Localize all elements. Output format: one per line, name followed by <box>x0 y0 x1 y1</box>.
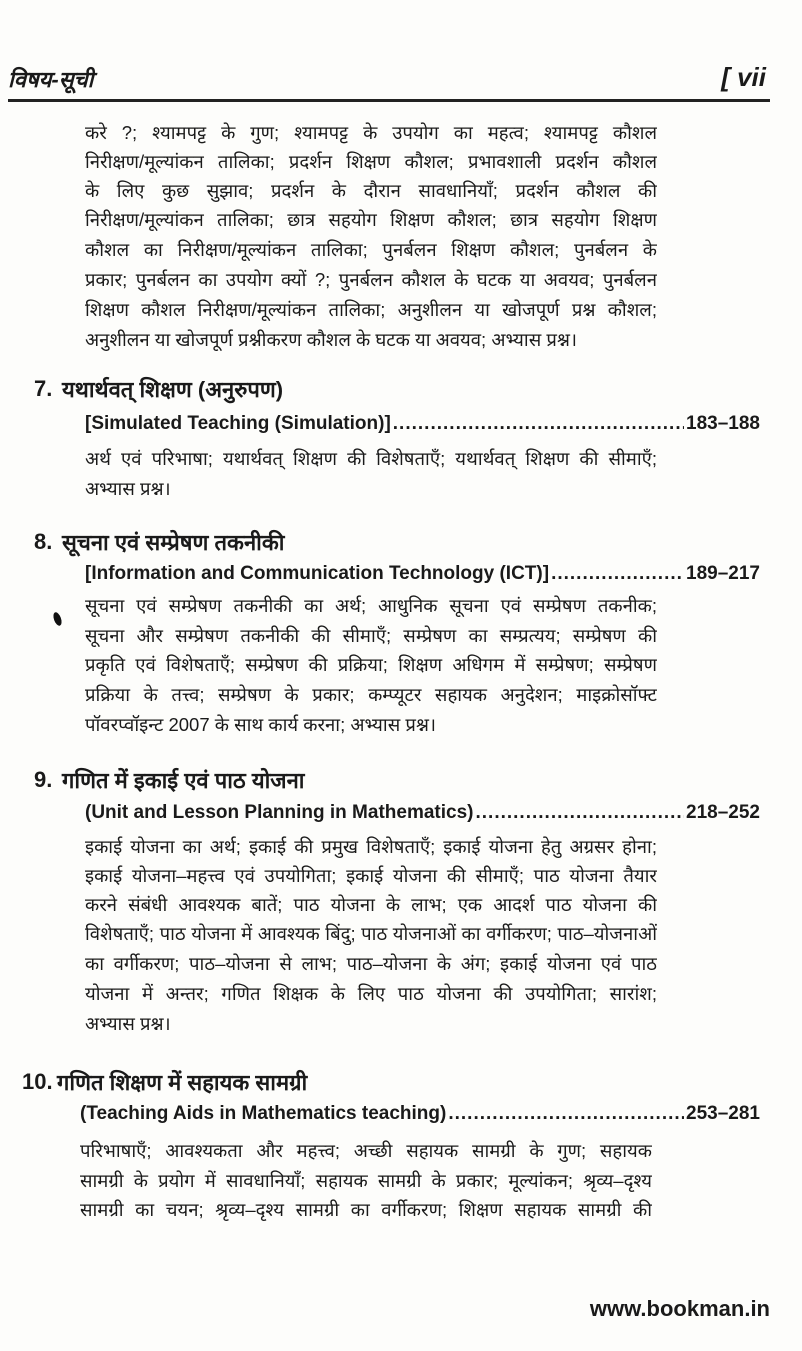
description-line: अर्थ एवं परिभाषा; यथार्थवत् शिक्षण की विशेषताएँ; यथार्थवत् शिक्षण की सीमाएँ; <box>85 448 657 469</box>
dot-leader <box>551 563 684 585</box>
description-line: प्रकार; पुनर्बलन का उपयोग क्यों ?; पुनर्बलन कौशल के घटक या अवयव; पुनर्बलन <box>85 269 657 290</box>
chapter-title-hindi: गणित शिक्षण में सहायक सामग्री <box>57 1070 308 1095</box>
description-line: प्रकृति एवं विशेषताएँ; सम्प्रेषण की प्रक्रिया; शिक्षण अधिगम में सम्प्रेषण; सम्प्रेषण <box>85 654 657 675</box>
header-rule <box>8 99 770 102</box>
description-line: निरीक्षण/मूल्यांकन तालिका; प्रदर्शन शिक्षण कौशल; प्रभावशाली प्रदर्शन कौशल <box>85 151 657 172</box>
page-number: [ vii <box>721 62 766 92</box>
chapter-title-hindi: सूचना एवं सम्प्रेषण तकनीकी <box>62 530 285 555</box>
description-line: विशेषताएँ; पाठ योजना में आवश्यक बिंदु; पाठ योजनाओं का वर्गीकरण; पाठ–योजनाओं <box>85 923 657 944</box>
description-line: इकाई योजना–महत्त्व एवं उपयोगिता; इकाई योजना की सीमाएँ; पाठ योजना तैयार <box>85 865 657 886</box>
chapter-number: 10. <box>22 1069 53 1094</box>
chapter-entry <box>85 413 760 435</box>
chapter-title-english: (Unit and Lesson Planning in Mathematics) <box>85 802 474 823</box>
chapter-entry <box>80 1103 760 1125</box>
description-line: करने संबंधी आवश्यक बातें; पाठ योजना के लाभ; एक आदर्श पाठ योजना की <box>85 894 657 915</box>
description-line: सामग्री के प्रयोग में सावधानियाँ; सहायक सामग्री के प्रकार; मूल्यांकन; श्रृव्य–दृश्य <box>80 1170 652 1191</box>
description-line: सूचना एवं सम्प्रेषण तकनीकी का अर्थ; आधुनिक सूचना एवं सम्प्रेषण तकनीक; <box>85 595 657 616</box>
description-line: अभ्यास प्रश्न। <box>85 1013 171 1034</box>
page-range: 189–217 <box>686 563 760 584</box>
chapter-title-english: [Simulated Teaching (Simulation)] <box>85 413 391 434</box>
description-line: के लिए कुछ सुझाव; प्रदर्शन के दौरान सावधानियाँ; प्रदर्शन कौशल की <box>85 180 657 201</box>
chapter-title-english: (Teaching Aids in Mathematics teaching) <box>80 1103 447 1124</box>
chapter-title-hindi: गणित में इकाई एवं पाठ योजना <box>62 768 305 793</box>
chapter-entry <box>85 802 760 824</box>
description-line: का वर्गीकरण; पाठ–योजना से लाभ; पाठ–योजना के अंग; इकाई योजना एवं पाठ <box>85 953 657 974</box>
description-line: इकाई योजना का अर्थ; इकाई की प्रमुख विशेषताएँ; इकाई योजना हेतु अग्रसर होना; <box>85 836 657 857</box>
page-range: 218–252 <box>686 802 760 823</box>
description-line: योजना में अन्तर; गणित शिक्षक के लिए पाठ योजना की उपयोगिता; सारांश; <box>85 983 657 1004</box>
page-range: 253–281 <box>686 1103 760 1124</box>
dot-leader <box>475 802 684 824</box>
description-line: अनुशीलन या खोजपूर्ण प्रश्नीकरण कौशल के घटक या अवयव; अभ्यास प्रश्न। <box>85 329 577 350</box>
description-line: परिभाषाएँ; आवश्यकता और महत्त्व; अच्छी सहायक सामग्री के गुण; सहायक <box>80 1140 652 1161</box>
website-footer: www.bookman.in <box>589 1296 770 1321</box>
description-line: निरीक्षण/मूल्यांकन तालिका; छात्र सहयोग शिक्षण कौशल; छात्र सहयोग शिक्षण <box>85 209 657 230</box>
description-line: प्रक्रिया के तत्त्व; सम्प्रेषण के प्रकार; कम्प्यूटर सहायक अनुदेशन; माइक्रोसॉफ्ट <box>85 684 657 705</box>
description-line: पॉवरप्वॉइन्ट 2007 के साथ कार्य करना; अभ्यास प्रश्न। <box>85 714 436 735</box>
chapter-title-english: [Information and Communication Technology (ICT)] <box>85 563 550 584</box>
description-line: शिक्षण कौशल निरीक्षण/मूल्यांकन तालिका; अनुशीलन या खोजपूर्ण प्रश्न कौशल; <box>85 299 657 320</box>
dot-leader <box>393 413 684 435</box>
description-line: सामग्री का चयन; श्रृव्य–दृश्य सामग्री का वर्गीकरण; शिक्षण सहायक सामग्री की <box>80 1199 652 1220</box>
chapter-number: 9. <box>34 767 53 792</box>
dot-leader <box>448 1103 684 1125</box>
chapter-number: 7. <box>34 376 53 401</box>
description-line: करे ?; श्यामपट्ट के गुण; श्यामपट्ट के उपयोग का महत्व; श्यामपट्ट कौशल <box>85 122 657 143</box>
description-line: अभ्यास प्रश्न। <box>85 478 171 499</box>
ink-mark <box>52 611 63 627</box>
chapter-title-hindi: यथार्थवत् शिक्षण (अनुरुपण) <box>62 377 284 402</box>
description-line: कौशल का निरीक्षण/मूल्यांकन तालिका; पुनर्बलन शिक्षण कौशल; पुनर्बलन के <box>85 239 657 260</box>
chapter-number: 8. <box>34 529 53 554</box>
description-line: सूचना और सम्प्रेषण तकनीकी की सीमाएँ; सम्प्रेषण का सम्प्रत्यय; सम्प्रेषण की <box>85 625 657 646</box>
page-range: 183–188 <box>686 413 760 434</box>
running-header-title: विषय-सूची <box>8 67 94 92</box>
chapter-entry <box>85 563 760 585</box>
